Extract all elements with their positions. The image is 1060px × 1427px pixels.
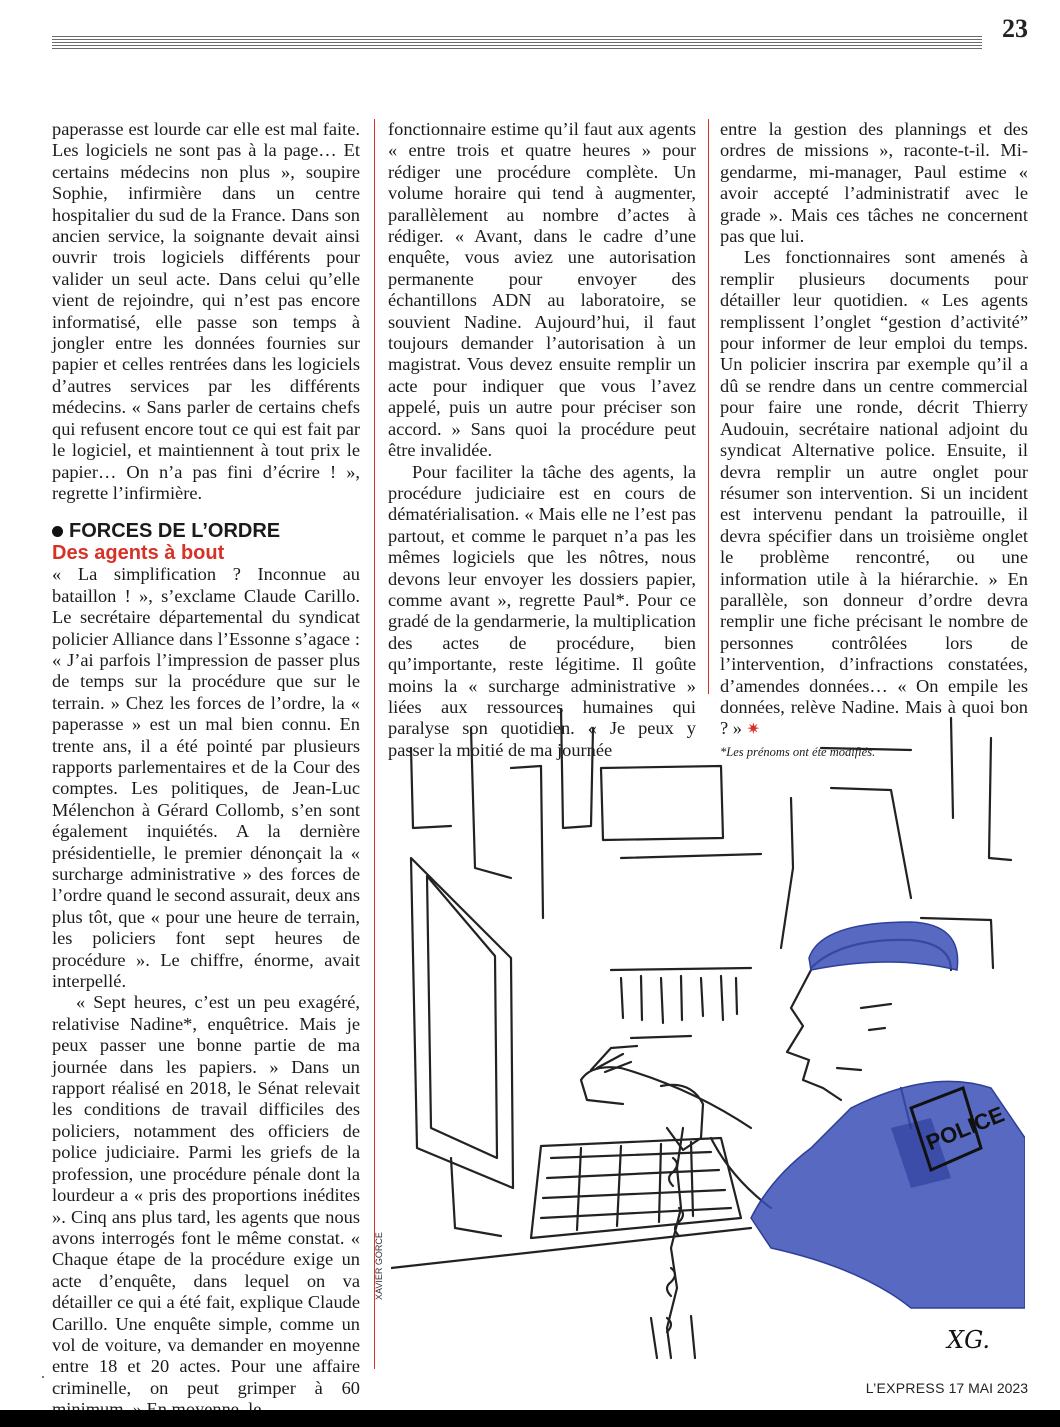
illustration xyxy=(391,708,1025,1368)
page-number: 23 xyxy=(1002,14,1028,43)
paragraph: paperasse est lourde car elle est mal faite. Les logiciels ne sont pas à la page… Et certains médecins non plus », soupire Sophie, infirmière dans un centre hospitalier du sud de la France. Dans son ancien service, la soignante devait ainsi ouvrir trois logiciels différents pour valider un seul acte. Dans celui qu’elle vient de rejoindre, qui n’est pas encore informatisé, elle passe son temps à jongler entre les données fournies sur papier et celles rentrées dans les logiciels d’autres services par les différents médecins. « Sans parler de certains chefs qui refusent encore tout ce qui est fait par le logiciel, et maintiennent à tout prix le papier… On n’a pas fini d’écrire ! », regrette l’infirmière. xyxy=(52,119,360,503)
section-subhead: Des agents à bout xyxy=(52,542,225,565)
publication-name: L’EXPRESS xyxy=(865,1380,945,1396)
paragraph-text: Les fonctionnaires sont amenés à remplir plusieurs documents pour détailler leur quotidien. « Les agents remplissent l’onglet “gestion d’activité” pour informer de leur emploi du temps. Un policier inscrira par exemple qu’il a dû se rendre dans un centre commercial pour faire une ronde, décrit Thierry Audouin, secrétaire national adjoint du syndicat Alternative police. Ensuite, il devra remplir un autre onglet pour résumer son intervention. Si un incident est intervenu pendant la patrouille, il devra spécifier dans un troisième onglet le problème rencontré, ou une information utile à la hiérarchie. » En parallèle, son donneur d’ordre devra remplir une fiche précisant le nombre de personnes contrôlées lors de l’intervention, d’infractions constatées, d’amendes données… « On empile les données, relève Nadine. Mais à quoi bon ? » xyxy=(720,247,1028,739)
decorative-dot xyxy=(42,1376,44,1378)
paragraph: « La simplification ? Inconnue au bataillon ! », s’exclame Claude Carillo. Le secrétaire départemental du syndicat policier Alliance dans l’Essonne s’agace : « J’ai parfois l’impression de passer plus de temps sur la procédure que sur le terrain. » Chez les forces de l’ordre, la « paperasse » est un mal bien connu. En trente ans, il a été pointé par plusieurs rapports parlementaires et de la Cour des comptes. Les politiques, de Jean-Luc Mélenchon à Gérard Collomb, s’en sont également inquiétés. A la dernière présidentielle, le premier dénonçait la « surcharge administrative » des forces de l’ordre quand le second assurait, deux ans plus tôt, que « pour une heure de terrain, les policiers font sept heures de procédure ». Le chiffre, énorme, avait interpellé. xyxy=(52,564,360,992)
footnote: *Les prénoms ont été modifiés. xyxy=(720,744,876,759)
paragraph: Pour faciliter la tâche des agents, la procédure judiciaire est en cours de dématérialisation. « Mais elle ne l’est pas partout, et comme le parquet n’a pas les mêmes logiciels que les nôtres, nous devons leur envoyer les dossiers papier, comme avant », regrette Paul*. Pour ce gradé de la gendarmerie, la multiplication des actes de procédure, bien qu’importante, reste légitime. Il goûte moins la « surcharge administrative » liées aux ressources humaines qui paralyse son quotidien. « Je peux y passer la moitié de ma journée xyxy=(388,461,696,760)
column-1 xyxy=(52,119,360,1421)
paragraph: fonctionnaire estime qu’il faut aux agents « entre trois et quatre heures » pour rédiger une procédure complète. Un volume horaire qui tend à augmenter, parallèlement au nombre d’actes à rédiger. « Avant, dans le cadre d’une enquête, vous aviez une autorisation permanente pour envoyer des échantillons ADN au laboratoire, se souvient Nadine. Aujourd’hui, il faut toujours demander l’autorisation à un magistrat. Vous devez ensuite remplir un acte pour indiquer que vous l’avez appelé, puis un autre pour préciser son accord. » Sans quoi la procédure peut être invalidée. xyxy=(388,119,696,461)
section-heading xyxy=(52,520,360,564)
issue-date: 17 MAI 2023 xyxy=(948,1380,1028,1396)
section-kicker xyxy=(52,520,360,542)
artist-signature: XG. xyxy=(947,1326,991,1354)
column-rule xyxy=(708,119,709,694)
column-rule xyxy=(374,119,375,1369)
paragraph xyxy=(720,247,1028,739)
paragraph: entre la gestion des plannings et des ordres de missions », raconte-t-il. Mi-gendarme, mi-manager, Paul estime « avoir accepté l’administratif avec le grade ». Mais ces tâches ne concernent pas que lui. xyxy=(720,119,1028,247)
illustration-credit: XAVIER GORCE xyxy=(374,1232,384,1300)
end-mark-icon: ✷ xyxy=(746,719,760,739)
bottom-bar xyxy=(0,1410,1060,1427)
police-patch-text: POLICE xyxy=(922,1101,1008,1156)
header-rule xyxy=(52,36,982,50)
page-footer xyxy=(866,1380,1028,1396)
column-2 xyxy=(388,119,696,761)
kicker-text: FORCES DE L’ORDRE xyxy=(69,520,281,543)
column-3 xyxy=(720,119,1028,760)
bullet-icon xyxy=(52,526,63,537)
paragraph: « Sept heures, c’est un peu exagéré, relativise Nadine*, enquêtrice. Mais je peux passer une bonne partie de ma journée dans les papiers. » Dans un rapport réalisé en 2018, le Sénat relevait les conditions de travail difficiles des policiers, notamment des officiers de police judiciaire. Parmi les griefs de la profession, une procédure pénale dont la lourdeur a « pris des proportions inédites ». Cinq ans plus tard, les agents que nous avons interrogés font le même constat. « Chaque étape de la procédure exige un acte d’enquête, dans lequel on va détailler ce qui a été fait, explique Claude Carillo. Une enquête simple, comme un vol de voiture, va demander en moyenne entre 18 et 20 actes. Pour une affaire criminelle, on peut grimper à 60 xyxy=(52,992,360,1398)
